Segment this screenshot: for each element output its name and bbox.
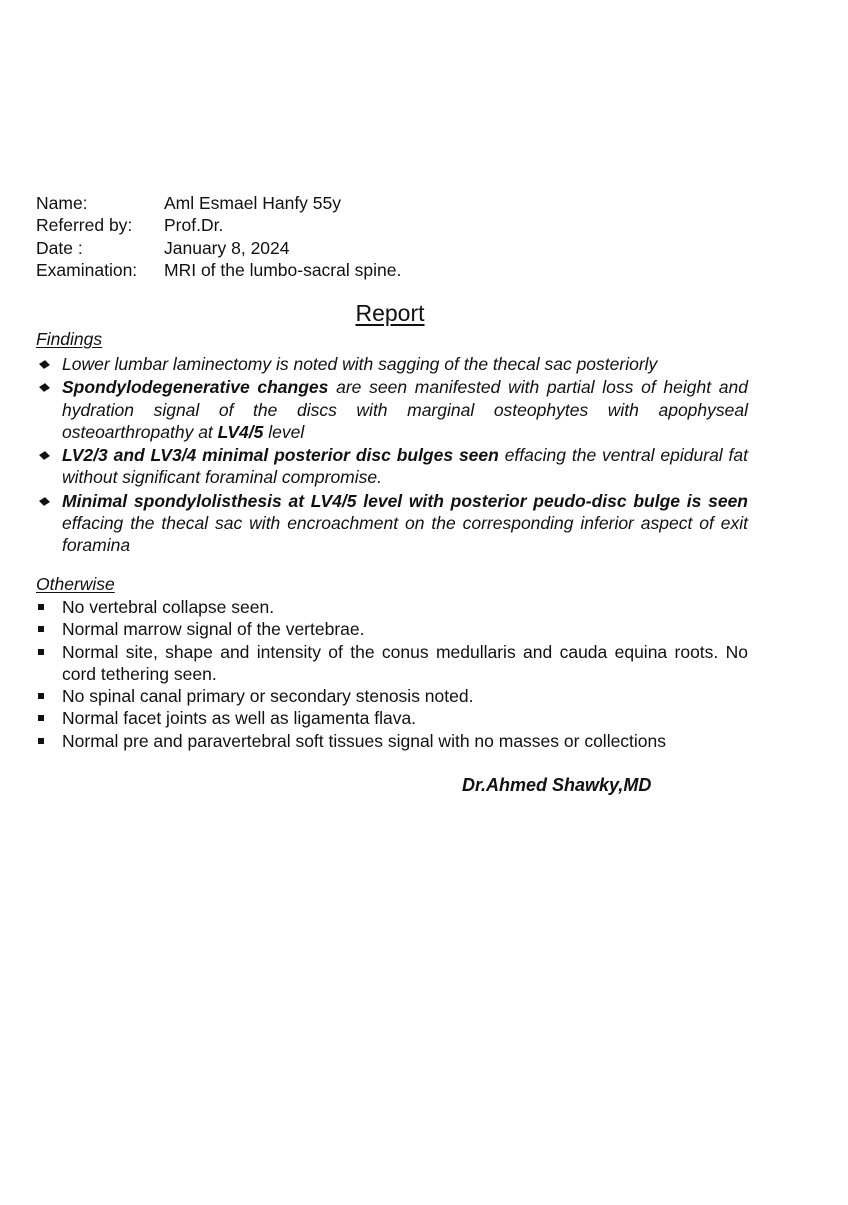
otherwise-text: Normal pre and paravertebral soft tissues signal with no masses or collections	[62, 730, 667, 751]
finding-item	[36, 353, 748, 375]
finding-text-part: effacing the ventral epidural fat without significant foraminal compromise.	[62, 445, 748, 488]
square-bullet-icon	[36, 707, 62, 729]
otherwise-item	[36, 596, 748, 618]
otherwise-item	[36, 641, 748, 686]
otherwise-item	[36, 685, 748, 707]
square-bullet-icon	[36, 730, 62, 752]
finding-text	[62, 490, 748, 557]
date-value: January 8, 2024	[164, 237, 290, 258]
referred-label: Referred by:	[36, 215, 133, 236]
otherwise-text: Normal facet joints as well as ligamenta flava.	[62, 708, 417, 729]
examination-label: Examination:	[36, 259, 138, 280]
patient-info	[36, 192, 401, 281]
diamond-bullet-icon	[36, 490, 62, 557]
otherwise-item	[36, 730, 748, 752]
otherwise-list	[36, 596, 748, 752]
finding-text-part: are seen manifested with partial loss of height and hydration signal of the discs with marginal osteophytes with apophyseal osteoarthropathy at	[62, 377, 748, 442]
name-label: Name:	[36, 193, 88, 213]
square-bullet-icon	[36, 596, 62, 618]
finding-text-part: level	[263, 421, 305, 442]
finding-text-part: effacing the thecal sac with encroachment on the corresponding inferior aspect of exit foramina	[62, 513, 748, 556]
square-bullet-icon	[36, 641, 62, 686]
findings-heading: Findings	[36, 329, 103, 349]
diamond-bullet-icon	[36, 444, 62, 489]
name-row	[36, 192, 401, 214]
otherwise-item	[36, 707, 748, 729]
finding-text	[62, 376, 748, 443]
finding-item	[36, 376, 748, 443]
finding-bold: LV2/3 and LV3/4 minimal posterior disc bulges seen	[62, 445, 499, 466]
signature: Dr.Ahmed Shawky,MD	[462, 775, 652, 795]
findings-list	[36, 353, 748, 558]
finding-bold: LV4/5	[217, 421, 264, 442]
otherwise-text: Normal site, shape and intensity of the conus medullaris and cauda equina roots. No cord tethering seen.	[62, 641, 748, 684]
otherwise-text: Normal marrow signal of the vertebrae.	[62, 619, 365, 640]
finding-text: Lower lumbar laminectomy is noted with sagging of the thecal sac posteriorly	[62, 354, 658, 374]
otherwise-heading: Otherwise	[36, 574, 115, 594]
name-value: Aml Esmael Hanfy 55y	[164, 193, 342, 213]
otherwise-text: No vertebral collapse seen.	[62, 597, 275, 617]
diamond-bullet-icon	[36, 376, 62, 443]
otherwise-item	[36, 618, 748, 640]
finding-bold: Minimal spondylolisthesis at LV4/5 level with posterior peudo-disc bulge is seen	[62, 490, 748, 511]
square-bullet-icon	[36, 685, 62, 707]
finding-item	[36, 444, 748, 489]
referred-row	[36, 214, 401, 236]
date-label: Date :	[36, 237, 83, 258]
finding-text	[62, 444, 748, 489]
otherwise-text: No spinal canal primary or secondary stenosis noted.	[62, 686, 474, 707]
report-title: Report	[355, 300, 425, 326]
square-bullet-icon	[36, 618, 62, 640]
date-row	[36, 237, 401, 259]
referred-value: Prof.Dr.	[164, 215, 224, 236]
finding-item	[36, 490, 748, 557]
diamond-bullet-icon	[36, 353, 62, 375]
examination-row	[36, 259, 401, 281]
examination-value: MRI of the lumbo-sacral spine.	[164, 259, 402, 280]
finding-bold: Spondylodegenerative changes	[62, 377, 329, 398]
